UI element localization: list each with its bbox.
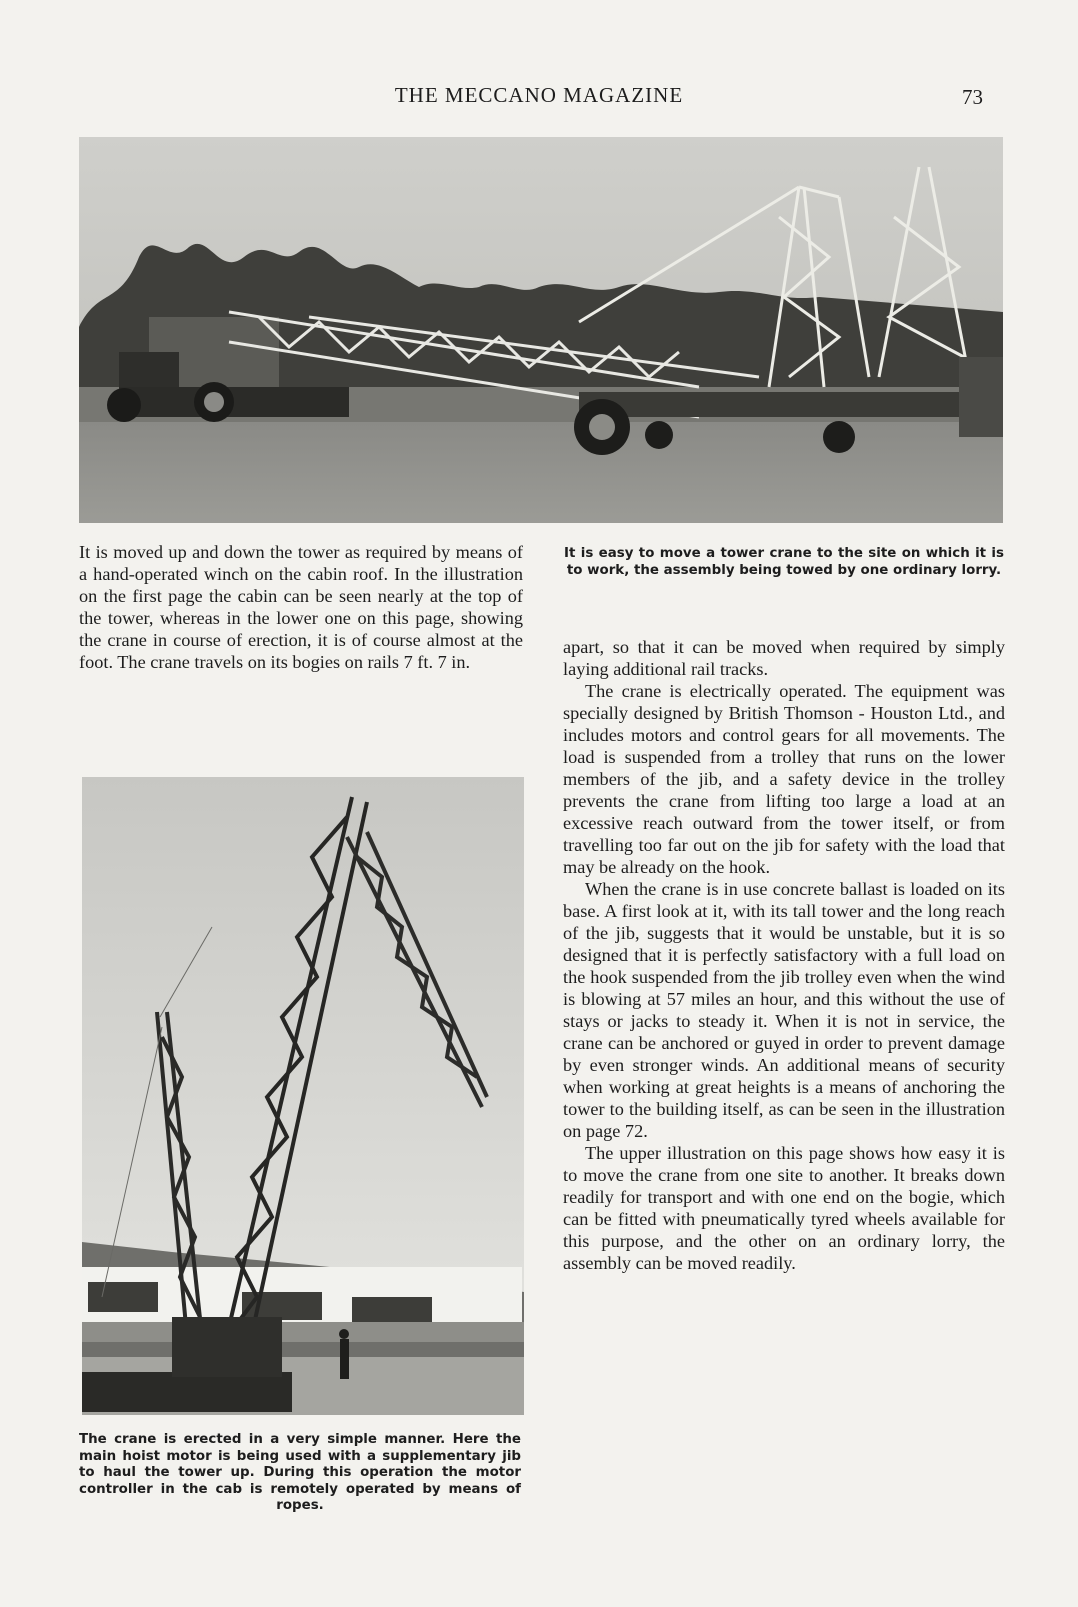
crane-transport-photo — [79, 137, 1003, 523]
crane-erection-photo — [82, 777, 524, 1415]
top-photo-caption: It is easy to move a tower crane to the site on which it is to work, the assembly being towed by one ordinary lorry. — [564, 546, 1004, 578]
page-number: 73 — [962, 85, 983, 109]
right-paragraph-continuation: apart, so that it can be moved when required by simply laying additional rail tracks. — [563, 637, 1005, 679]
left-column-text — [79, 541, 523, 673]
right-column-text — [563, 636, 1005, 1274]
crane-erection-illustration — [82, 777, 524, 1415]
right-paragraph-electrical: The crane is electrically operated. The equipment was specially designed by British Thomson - Houston Ltd., and includes motors and control gears for all movements. The load is suspended from a trolley that runs on the lower members of the jib, and a safety device in the trolley prevents the crane from lifting too large a load at an excessive reach outward from the tower itself, or from travelling too far out on the jib for safety with the load that may be already on the hook. — [563, 681, 1005, 877]
right-paragraph-ballast: When the crane is in use concrete ballast is loaded on its base. A first look at it, with its tall tower and the long reach of the jib, suggests that it would be unstable, but it is so designed that it is perfectly satisfactory with a full load on the hook suspended from the jib trolley even when the wind is blowing at 57 miles an hour, and this without the use of stays or jacks to steady it. When it is not in service, the crane can be anchored or guyed in order to prevent damage by even stronger winds. An additional means of security when working at great heights is a means of anchoring the tower to the building itself, as can be seen in the illustration on page 72. — [563, 879, 1005, 1141]
bottom-photo-caption: The crane is erected in a very simple manner. Here the main hoist motor is being used with a supplementary jib to haul the tower up. During this operation the motor controller in the cab is remotely operated by means of ropes. — [79, 1432, 521, 1513]
right-paragraph-transport: The upper illustration on this page shows how easy it is to move the crane from one site to another. It breaks down readily for transport and with one end on the bogie, which can be fitted with pneumatically tyred wheels available for this purpose, and the other on an ordinary lorry, the assembly can be moved readily. — [563, 1143, 1005, 1273]
crane-transport-illustration — [79, 137, 1003, 523]
left-paragraph: It is moved up and down the tower as required by means of a hand-operated winch on the cabin roof. In the illustration on the first page the cabin can be seen nearly at the top of the tower, whereas in the lower one on this page, showing the crane in course of erection, it is of course almost at the foot. The crane travels on its bogies on rails 7 ft. 7 in. — [79, 542, 523, 672]
magazine-title: THE MECCANO MAGAZINE — [394, 83, 684, 107]
